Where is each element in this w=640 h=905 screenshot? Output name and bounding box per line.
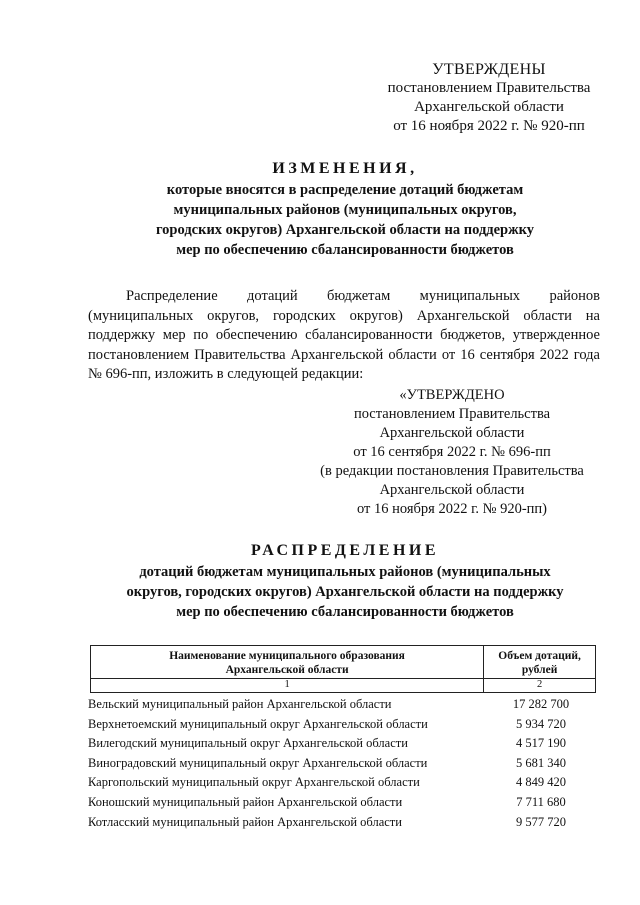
distribution-heading: [90, 540, 600, 622]
subsidy-amount: 7 711 680: [516, 794, 566, 809]
approval-header: [380, 60, 598, 136]
municipality-name: Коношский муниципальный район Архангельской области: [88, 794, 403, 809]
subsidy-amount: 4 849 420: [516, 775, 566, 790]
distribution-subtitle-line: дотаций бюджетам муниципальных районов (муниципальных: [139, 564, 551, 580]
inner-approval-title: «УТВЕРЖДЕНО: [399, 387, 505, 403]
table-row: [88, 734, 600, 754]
distribution-subtitle-line: округов, городских округов) Архангельской области на поддержку: [126, 584, 564, 600]
changes-heading: [90, 158, 600, 260]
column-number-1: 1: [91, 679, 484, 693]
inner-approval-line: Архангельской области: [379, 482, 525, 498]
municipality-name: Вилегодский муниципальный округ Архангельской области: [88, 736, 408, 751]
subsidy-amount: 5 934 720: [516, 716, 566, 731]
approval-header-title: УТВЕРЖДЕНЫ: [432, 61, 546, 78]
table-row: [88, 773, 600, 793]
inner-approval-line: Архангельской области: [379, 425, 525, 441]
column-header-name-line: Наименование муниципального образования: [169, 650, 405, 662]
column-header-name-line: Архангельской области: [225, 664, 349, 676]
table-row: [88, 715, 600, 735]
distribution-subtitle-line: мер по обеспечению сбалансированности бюджетов: [176, 604, 514, 620]
municipality-name: Вельский муниципальный район Архангельской области: [88, 697, 392, 711]
changes-subtitle-line: городских округов) Архангельской области на поддержку: [155, 222, 535, 238]
distribution-title: РАСПРЕДЕЛЕНИЕ: [250, 542, 440, 559]
changes-subtitle-line: муниципальных районов (муниципальных округов,: [173, 202, 517, 218]
table-row: [88, 813, 600, 833]
municipality-name: Каргопольский муниципальный округ Архангельской области: [88, 775, 420, 790]
municipality-name: Верхнетоемский муниципальный округ Архангельской области: [88, 716, 428, 731]
subsidy-amount: 4 517 190: [516, 736, 566, 751]
municipality-name: Котласский муниципальный район Архангельской области: [88, 814, 402, 829]
table-row: [88, 754, 600, 774]
distribution-table-header: [90, 645, 596, 693]
inner-approval-line: постановлением Правительства: [353, 406, 551, 422]
inner-approval-line: от 16 сентября 2022 г. № 696-пп: [353, 444, 551, 460]
inner-approval-line: (в редакции постановления Правительства: [320, 463, 584, 479]
approval-header-line: Архангельской области: [414, 99, 564, 115]
column-header-amount-line: рублей: [521, 664, 558, 676]
table-row: [88, 793, 600, 813]
municipality-name: Виноградовский муниципальный округ Архангельской области: [88, 755, 428, 770]
approval-header-line: постановлением Правительства: [387, 80, 591, 96]
changes-title: ИЗМЕНЕНИЯ,: [272, 160, 418, 177]
table-column-number-row: [91, 679, 596, 693]
table-row: [88, 695, 600, 715]
subsidy-amount: 9 577 720: [516, 814, 566, 829]
distribution-table-body: [88, 695, 600, 832]
intro-text: Распределение дотаций бюджетам муниципальных районов (муниципальных округов, городских округов) Архангельской области на поддержку мер по обеспечению сбалансированности бюджетов, утвержденное постановлением Правительства Архангельской области от 16 сентября 2022 года № 696-пп, изложить в следующей редакции:: [88, 288, 600, 382]
column-header-amount-line: Объем дотаций,: [498, 650, 581, 662]
inner-approval-line: от 16 ноября 2022 г. № 920-пп): [356, 501, 548, 517]
changes-subtitle-line: мер по обеспечению сбалансированности бюджетов: [176, 242, 514, 258]
inner-approval-block: [306, 386, 598, 519]
table-header-row: [91, 646, 596, 679]
subsidy-amount: 17 282 700: [512, 697, 570, 711]
column-header-name: [91, 646, 484, 679]
approval-header-line: от 16 ноября 2022 г. № 920-пп: [393, 118, 585, 134]
changes-subtitle-line: которые вносятся в распределение дотаций бюджетам: [166, 182, 524, 198]
column-header-amount: [484, 646, 596, 679]
subsidy-amount: 5 681 340: [516, 755, 566, 770]
intro-paragraph: [88, 287, 600, 385]
column-number-2: 2: [484, 679, 596, 693]
